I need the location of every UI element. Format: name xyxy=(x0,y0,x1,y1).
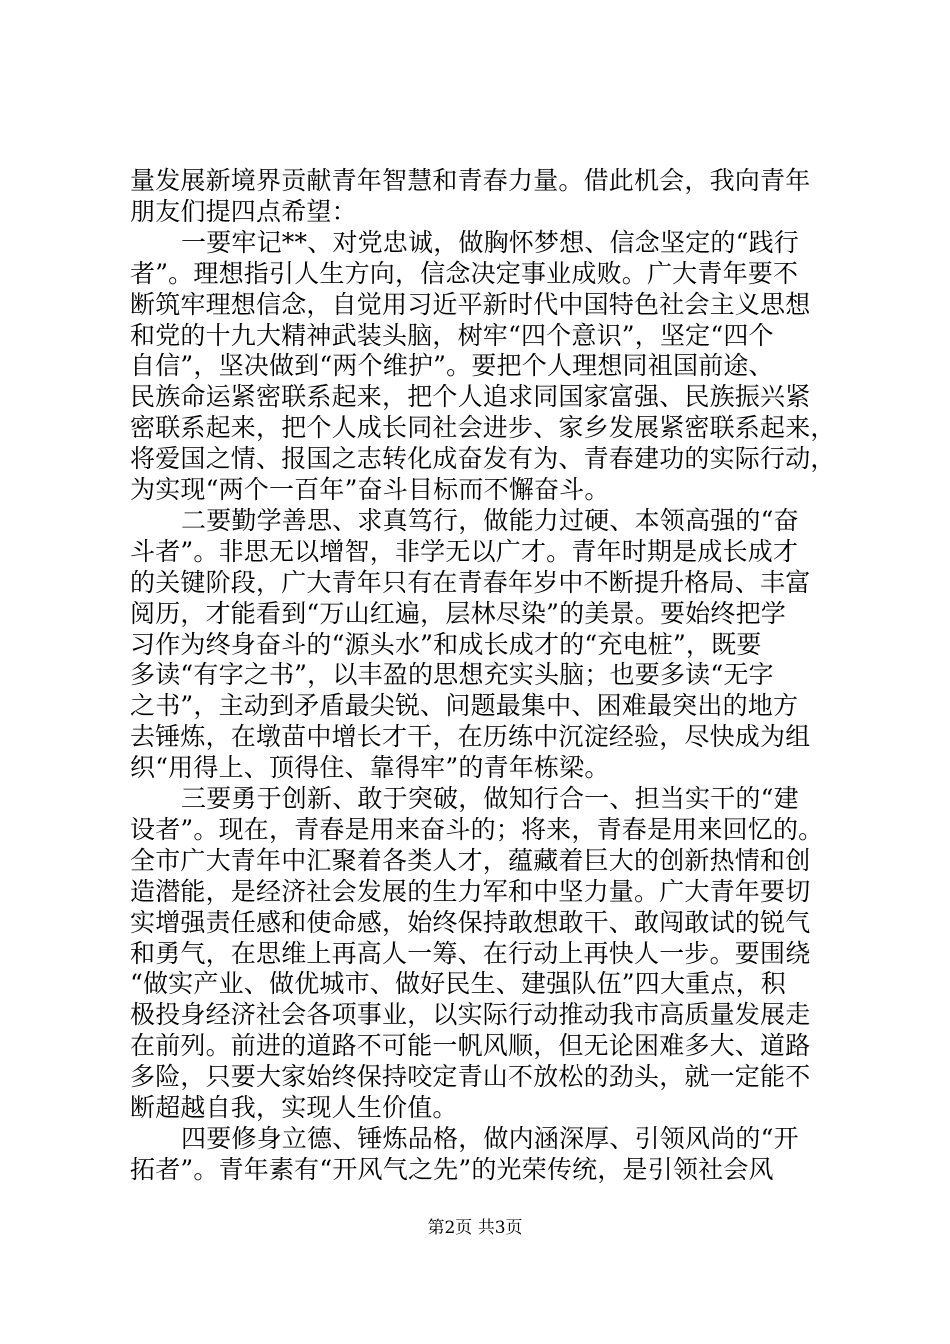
text-line: 多险，只要大家始终保持咬定青山不放松的劲头，就一定能不 xyxy=(130,1062,811,1091)
text-line: 去锤炼，在墩苗中增长才干，在历练中沉淀经验，尽快成为组 xyxy=(130,722,811,751)
paragraph-1-start: 一要牢记**、对党忠诚，做胸怀梦想、信念坚定的“践行 xyxy=(181,228,799,257)
text-line: 量发展新境界贡献青年智慧和青春力量。借此机会，我向青年 xyxy=(130,166,811,195)
text-line: 极投身经济社会各项事业，以实际行动推动我市高质量发展走 xyxy=(130,1000,811,1029)
text-line: 民族命运紧密联系起来，把个人追求同国家富强、民族振兴紧 xyxy=(130,382,811,411)
paragraph-3-start: 三要勇于创新、敢于突破，做知行合一、担当实干的“建 xyxy=(181,784,799,813)
text-line: 自信”，坚决做到“两个维护”。要把个人理想同祖国前途、 xyxy=(130,351,774,380)
text-line: 和勇气，在思维上再高人一筹、在行动上再快人一步。要围绕 xyxy=(130,939,811,968)
text-line: 的关键阶段，广大青年只有在青春年岁中不断提升格局、丰富 xyxy=(130,568,811,597)
text-line: 全市广大青年中汇聚着各类人才，蕴藏着巨大的创新热情和创 xyxy=(130,846,811,875)
text-line: 实增强责任感和使命感，始终保持敢想敢干、敢闯敢试的锐气 xyxy=(130,908,811,937)
text-line: 斗者”。非思无以增智，非学无以广才。青年时期是成长成才 xyxy=(130,537,799,566)
text-line: 习作为终身奋斗的“源头水”和成长成才的“充电桩”，既要 xyxy=(130,630,762,659)
text-line: “做实产业、做优城市、做好民生、建强队伍”四大重点，积 xyxy=(130,969,786,998)
paragraph-4-start: 四要修身立德、锤炼品格，做内涵深厚、引领风尚的“开 xyxy=(181,1124,799,1153)
text-line: 阅历，才能看到“万山红遍，层林尽染”的美景。要始终把学 xyxy=(130,599,786,628)
text-line: 拓者”。青年素有“开风气之先”的光荣传统，是引领社会风 xyxy=(130,1155,774,1184)
text-line: 朋友们提四点希望： xyxy=(130,197,357,226)
text-line: 在前列。前进的道路不可能一帆风顺，但无论困难多大、道路 xyxy=(130,1031,811,1060)
text-line: 密联系起来，把个人成长同社会进步、家乡发展紧密联系起来， xyxy=(130,413,836,442)
page-footer: 第2页 共3页 xyxy=(427,1218,523,1238)
text-line: 多读“有字之书”，以丰盈的思想充实头脑；也要多读“无字 xyxy=(130,660,774,689)
text-line: 断超越自我，实现人生价值。 xyxy=(130,1093,458,1122)
text-line: 断筑牢理想信念，自觉用习近平新时代中国特色社会主义思想 xyxy=(130,290,811,319)
text-line: 设者”。现在，青春是用来奋斗的；将来，青春是用来回忆的。 xyxy=(130,815,824,844)
text-line: 之书”，主动到矛盾最尖锐、问题最集中、困难最突出的地方 xyxy=(130,691,799,720)
text-line: 将爱国之情、报国之志转化成奋发有为、青春建功的实际行动， xyxy=(130,444,836,473)
text-line: 造潜能，是经济社会发展的生力军和中坚力量。广大青年要切 xyxy=(130,877,811,906)
text-line: 和党的十九大精神武装头脑，树牢“四个意识”，坚定“四个 xyxy=(130,321,774,350)
text-line: 者”。理想指引人生方向，信念决定事业成败。广大青年要不 xyxy=(130,259,799,288)
text-line: 为实现“两个一百年”奋斗目标而不懈奋斗。 xyxy=(130,475,610,504)
paragraph-2-start: 二要勤学善思、求真笃行，做能力过硬、本领高强的“奋 xyxy=(181,506,799,535)
text-line: 织“用得上、顶得住、靠得牢”的青年栋梁。 xyxy=(130,753,610,782)
